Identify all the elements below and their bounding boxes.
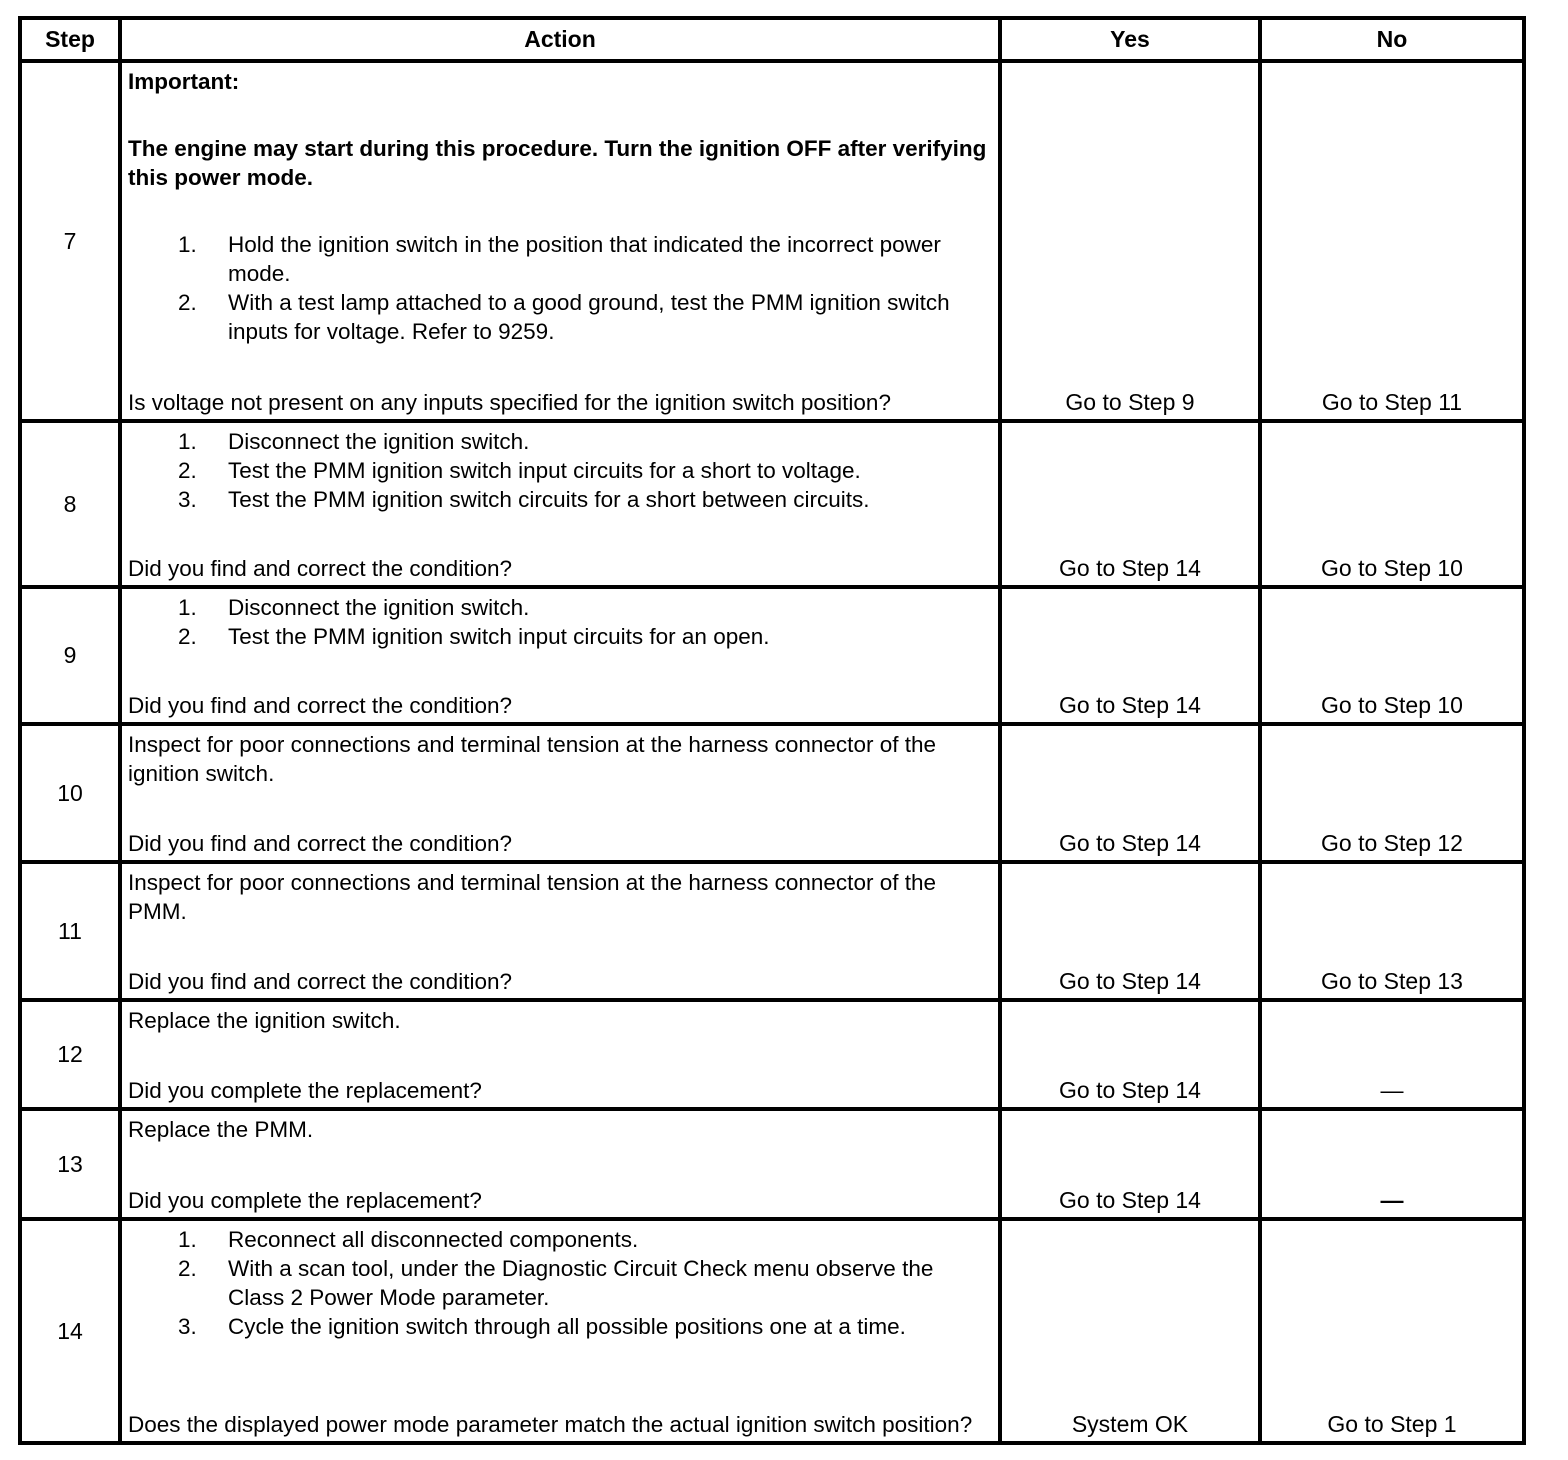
header-yes: Yes (1000, 18, 1260, 61)
list-item: 1. Hold the ignition switch in the position that indicated the incorrect power mode. (178, 232, 941, 286)
question-text: Did you find and correct the condition? (128, 831, 512, 856)
list-item: 1. Disconnect the ignition switch. (178, 429, 530, 454)
action-cell (120, 1219, 1000, 1443)
list-item: 1. Disconnect the ignition switch. (178, 595, 530, 620)
header-row (20, 18, 1524, 61)
yes-result: Go to Step 14 (1000, 862, 1260, 1000)
question-text: Did you find and correct the condition? (128, 969, 512, 994)
step-number: 12 (20, 1000, 120, 1109)
question-text: Did you find and correct the condition? (128, 693, 512, 718)
action-cell (120, 1000, 1000, 1109)
list-item: 1. Reconnect all disconnected components. (178, 1227, 639, 1252)
yes-result: Go to Step 14 (1000, 587, 1260, 724)
table-row (20, 1219, 1524, 1443)
list-item: 2. With a scan tool, under the Diagnostic Circuit Check menu observe the Class 2 Power Mode parameter. (178, 1256, 934, 1310)
step-list (128, 427, 992, 514)
step-number: 8 (20, 421, 120, 587)
no-result: Go to Step 10 (1260, 421, 1524, 587)
table-row (20, 421, 1524, 587)
yes-result: Go to Step 14 (1000, 1109, 1260, 1219)
header-no: No (1260, 18, 1524, 61)
table-row (20, 724, 1524, 862)
header-step: Step (20, 18, 120, 61)
list-item: 3. Cycle the ignition switch through all possible positions one at a time. (178, 1314, 906, 1339)
action-cell (120, 862, 1000, 1000)
important-text: The engine may start during this procedure. Turn the ignition OFF after verifying this power mode. (128, 136, 987, 190)
no-result: Go to Step 10 (1260, 587, 1524, 724)
action-cell (120, 421, 1000, 587)
action-text: Replace the PMM. (128, 1117, 314, 1142)
action-cell (120, 587, 1000, 724)
no-result: Go to Step 11 (1260, 61, 1524, 421)
table-row (20, 587, 1524, 724)
step-number: 10 (20, 724, 120, 862)
diagnostic-table (18, 16, 1526, 1445)
list-item: 3. Test the PMM ignition switch circuits for a short between circuits. (178, 487, 870, 512)
no-result: — (1260, 1000, 1524, 1109)
table-row (20, 1000, 1524, 1109)
step-number: 11 (20, 862, 120, 1000)
step-list (128, 230, 992, 346)
important-label: Important: (128, 69, 240, 94)
list-item: 2. Test the PMM ignition switch input circuits for a short to voltage. (178, 458, 861, 483)
action-cell (120, 61, 1000, 421)
question-text: Is voltage not present on any inputs specified for the ignition switch position? (128, 390, 891, 415)
action-cell (120, 724, 1000, 862)
action-text: Inspect for poor connections and terminal tension at the harness connector of the ignition switch. (128, 732, 936, 786)
list-item: 2. With a test lamp attached to a good ground, test the PMM ignition switch inputs for voltage. Refer to 9259. (178, 290, 950, 344)
step-number: 7 (20, 61, 120, 421)
no-result: Go to Step 13 (1260, 862, 1524, 1000)
no-result: — (1260, 1109, 1524, 1219)
step-number: 9 (20, 587, 120, 724)
action-cell (120, 1109, 1000, 1219)
yes-result: Go to Step 14 (1000, 421, 1260, 587)
question-text: Did you find and correct the condition? (128, 556, 512, 581)
table-row (20, 1109, 1524, 1219)
step-list (128, 1225, 992, 1341)
no-result: Go to Step 1 (1260, 1219, 1524, 1443)
action-text: Inspect for poor connections and terminal tension at the harness connector of the PMM. (128, 870, 936, 924)
step-number: 14 (20, 1219, 120, 1443)
yes-result: Go to Step 9 (1000, 61, 1260, 421)
table-row (20, 61, 1524, 421)
question-text: Did you complete the replacement? (128, 1188, 482, 1213)
no-result: Go to Step 12 (1260, 724, 1524, 862)
yes-result: Go to Step 14 (1000, 1000, 1260, 1109)
yes-result: System OK (1000, 1219, 1260, 1443)
yes-result: Go to Step 14 (1000, 724, 1260, 862)
header-action: Action (120, 18, 1000, 61)
table-row (20, 862, 1524, 1000)
question-text: Does the displayed power mode parameter match the actual ignition switch position? (128, 1412, 973, 1437)
step-number: 13 (20, 1109, 120, 1219)
list-item: 2. Test the PMM ignition switch input circuits for an open. (178, 624, 770, 649)
step-list (128, 593, 992, 651)
question-text: Did you complete the replacement? (128, 1078, 482, 1103)
action-text: Replace the ignition switch. (128, 1008, 401, 1033)
